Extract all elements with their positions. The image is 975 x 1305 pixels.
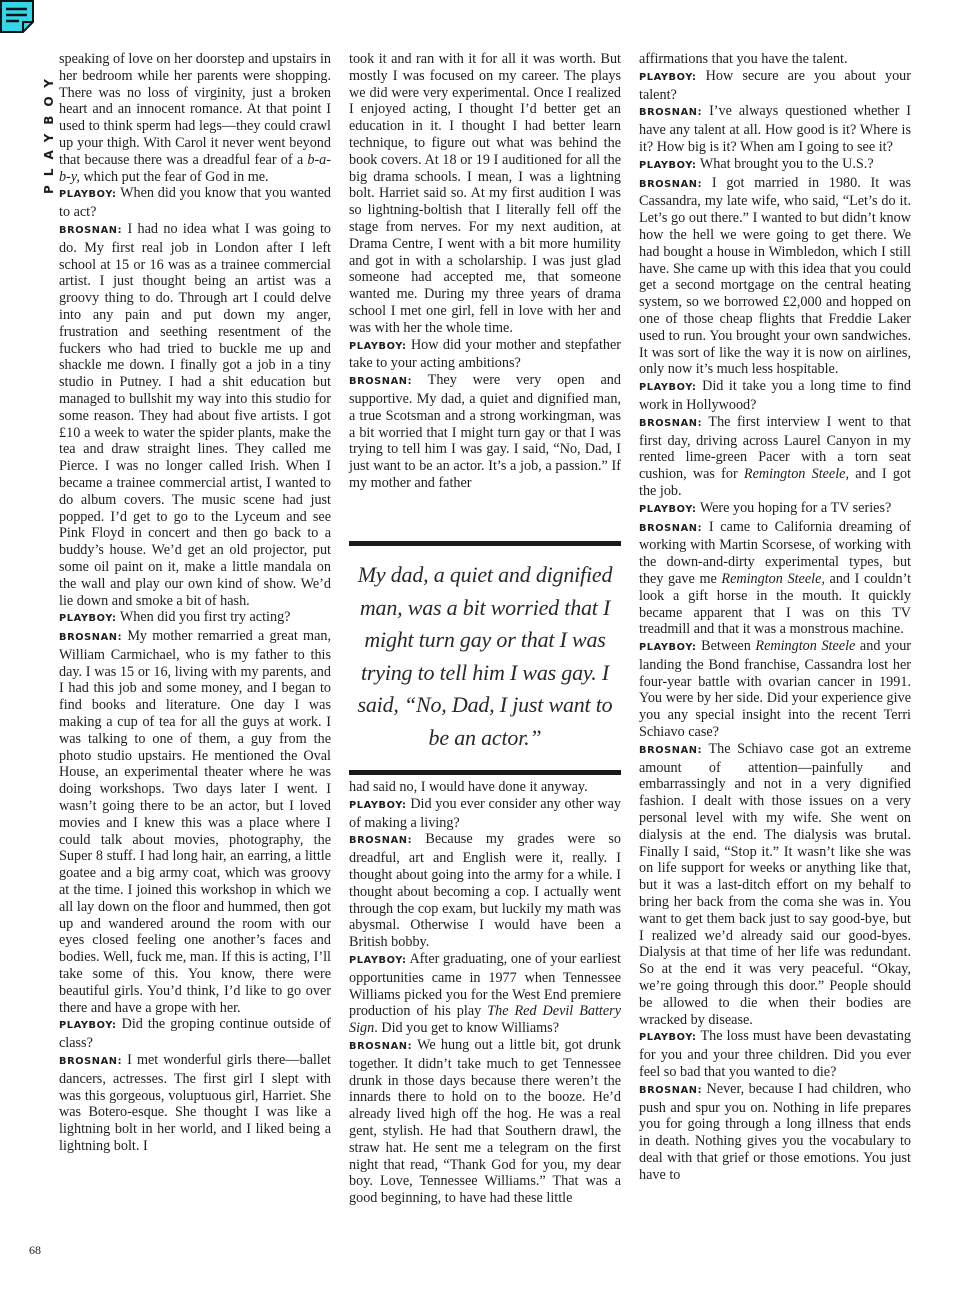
article-paragraph bbox=[349, 337, 621, 373]
speaker-label: BROSNAN: bbox=[349, 835, 413, 847]
article-paragraph bbox=[639, 1081, 911, 1184]
speaker-label: BROSNAN: bbox=[639, 178, 703, 190]
article-column-2-continued bbox=[349, 779, 621, 1207]
italic-title: Remington Steele bbox=[755, 638, 856, 655]
paragraph-text: After graduating, one of your earliest opportunities came in 1977 when Tennessee Williams picked you for the West End premiere production of his play bbox=[349, 950, 621, 1020]
paragraph-text: My mother remarried a great man, William Carmichael, who is my father to this day. I was 15 or 16, living with my parents, and I had this job and some money, and I began to find books and literature. One day I was making a cup of tea for all the guys at work. I was talking to one of them, a guy from the photo studio upstairs. He mentioned the Oval House, an experimental theater where he was doing workshops. Two days later I went. I wasn’t going there to be an actor, but I loved movies and I knew this was a place where I could talk about movies, photography, the Super 8 stuff. I had long hair, an earring, a little goatee and a big army coat, which was groovy at the time. I joined this workshop in which we all lay down on the floor and hummed, then got up and wandered around the room with our eyes closed feeling one another’s faces and bodies. Well, fuck me, man. If this is acting, I’ll take some of this. You know, there were beautiful girls. You’d think, I’d like to go over there and have a grope with her. bbox=[59, 628, 332, 1016]
speaker-label: BROSNAN: bbox=[639, 417, 703, 429]
paragraph-text: I got married in 1980. It was Cassandra, my late wife, who said, “Let’s do it. Let’s go out there.” I wanted to but didn’t know how the hell we were going to get there. We had bought a house in Wimbledon, which I still have. She came up with this idea that you could get a second mortgage on the central heating system, so we borrowed £2,000 and hopped on one of those cheap flights that Freddie Laker used to run. You brought your own sandwiches. It was sort of like the way it is now on airlines, only now it’s much less hospitable. bbox=[639, 174, 911, 378]
speaker-label: BROSNAN: bbox=[639, 522, 703, 534]
pull-quote-text: My dad, a quiet and dignified man, was a bit worried that I might turn gay or that I was trying to tell him I was gay. I said, “No, Dad, I just want to be an actor.” bbox=[357, 562, 613, 750]
speaker-label: PLAYBOY: bbox=[59, 1020, 117, 1032]
italic-title: The Red Devil Battery Sign bbox=[349, 1003, 621, 1037]
paragraph-text: The Schiavo case got an extreme amount of attention—painfully and embarrassingly and not in a very dignified fashion. I dealt with those issues on a very personal level with my wife. She went on dialysis at the end. The dialysis was brutal. Finally I said, “Stop it.” It wasn’t like she was on life support for weeks or anything like that, but it was a last-ditch effort on my behalf to bring her back from the coma she was in. You want to get them back just to say good-bye, but I realized we’d already said our good-byes. Dialysis at that time of her life was redundant. So at the end it was very peaceful. “Okay, we’re going through this door.” People should be allowed to die when their bodies are wracked by disease. bbox=[639, 740, 911, 1028]
article-paragraph bbox=[59, 609, 331, 628]
paragraph-text: Were you hoping for a TV series? bbox=[699, 499, 892, 516]
paragraph-text: speaking of love on her doorstep and upstairs in her bedroom while her parents were shopping. There was no loss of virginity, just a broken heart and an innocent romance. At that point I used to think sperm had legs—they could crawl up your thigh. With Carol it never went beyond that because there was a dreadful fear of a bbox=[59, 51, 331, 168]
speaker-label: BROSNAN: bbox=[639, 1084, 703, 1096]
paragraph-text: What brought you to the U.S.? bbox=[699, 155, 874, 172]
paragraph-text: . Did you get to know Williams? bbox=[374, 1020, 560, 1037]
speaker-label: PLAYBOY: bbox=[639, 1032, 697, 1044]
speaker-label: BROSNAN: bbox=[639, 744, 703, 756]
page-number: 68 bbox=[29, 1243, 41, 1257]
article-paragraph bbox=[349, 372, 621, 492]
article-paragraph bbox=[639, 175, 911, 379]
speaker-label: BROSNAN: bbox=[59, 632, 123, 644]
paragraph-text: When did you know that you wanted to act? bbox=[59, 185, 331, 221]
paragraph-text: The first interview I went to that first day, driving across Laurel Canyon in my rented lime-green Pacer with a torn seat cushion, was for bbox=[639, 413, 911, 483]
paragraph-text: and your landing the Bond franchise, Cassandra lost her four-year battle with ovarian cancer in 1991. You were by her side. Did your experience give you any special insight into the recent Terri Schiavo case? bbox=[639, 638, 912, 741]
paragraph-text: How secure are you about your talent? bbox=[639, 67, 911, 103]
speaker-label: BROSNAN: bbox=[639, 107, 703, 119]
italic-title: Remington Steele, bbox=[743, 466, 850, 483]
paragraph-text: When did you first try acting? bbox=[119, 609, 291, 626]
speaker-label: PLAYBOY: bbox=[349, 954, 407, 966]
paragraph-text: took it and ran with it for all it was worth. But mostly I was focused on my career. The plays we did were very experimental. Once I realized I enjoyed acting, I thought I’d better get an education in it. I thought I had better learn technique, to figure out what was behind the book covers. At 18 or 19 I auditioned for all the big drama schools. I mean, I was a lightning bolt. Harriet said so. At my first audition I was so lightning-boltish that I literally fell off the stage from nerves. For my next audition, at Drama Centre, I went with a bit more humility and got in with a scholarship. I was just glad someone had accepted me, that someone wanted me. During my three years of drama school I met one girl, fell in love with her and was with her the whole time. bbox=[349, 51, 621, 336]
paragraph-text: Did you ever consider any other way of making a living? bbox=[349, 795, 622, 831]
speaker-label: BROSNAN: bbox=[59, 224, 123, 236]
pull-quote bbox=[349, 541, 621, 775]
paragraph-text: I came to California dreaming of working with Martin Scorsese, of working with the down-and-dirty experimental types, but they gave me bbox=[639, 518, 911, 587]
article-paragraph bbox=[59, 221, 331, 609]
paragraph-text: Did the groping continue outside of class? bbox=[59, 1016, 332, 1052]
speaker-label: PLAYBOY: bbox=[349, 340, 407, 352]
paragraph-text: How did your mother and stepfather take to your acting ambitions? bbox=[349, 336, 622, 372]
paragraph-text: I’ve always questioned whether I have any talent at all. How good is it? Where is it? How big is it? When am I going to see it? bbox=[639, 103, 912, 155]
paragraph-text: and I got the job. bbox=[639, 466, 911, 499]
article-paragraph bbox=[59, 628, 331, 1016]
article-paragraph bbox=[639, 519, 911, 639]
speaker-label: PLAYBOY: bbox=[59, 613, 117, 625]
speaker-label: PLAYBOY: bbox=[639, 71, 697, 83]
menu-icon[interactable] bbox=[0, 0, 36, 34]
article-paragraph bbox=[639, 638, 911, 741]
article-paragraph bbox=[639, 414, 911, 500]
speaker-label: PLAYBOY: bbox=[59, 189, 117, 201]
article-paragraph bbox=[639, 741, 911, 1029]
magazine-logo-text: PLAYBOY bbox=[42, 70, 56, 194]
speaker-label: PLAYBOY: bbox=[349, 799, 407, 811]
speaker-label: PLAYBOY: bbox=[639, 382, 697, 394]
paragraph-text: and I couldn’t look a gift horse in the mouth. It quickly became apparent that I was on this TV treadmill and that it was a monstrous machine. bbox=[639, 570, 912, 638]
article-paragraph bbox=[639, 156, 911, 175]
article-paragraph bbox=[349, 51, 621, 337]
article-paragraph bbox=[349, 831, 621, 951]
paragraph-text: I had no idea what I was going to do. My first real job in London after I left school at 15 or 16 was as a trainee commercial artist. I just thought being an artist was a groovy thing to do. Through art I could delve into any pain and put down my anger, frustration and seething resentment of the fuckers who had tried to buckle me up and shackle me down. I finally got a job in a tiny studio in Putney. I had a shit education but managed to bullshit my way into this studio for some reason. They had about five artists. I got £10 a week to water the spider plants, make the tea and draw straight lines. They called me Pierce. I was no longer called Irish. When I became a trainee commercial artist, I wanted to do album covers. The music scene had just popped. I’d get to go to the Lyceum and see Pink Floyd in concert and then go back to a buddy’s house. We’d get an old projector, put some oil paint on it, make a little mandala on the wall and play our own kind of show. We’d lie down and smoke a bit of hash. bbox=[59, 220, 332, 609]
article-column-2 bbox=[349, 51, 621, 492]
article-column-3 bbox=[639, 51, 911, 1184]
speaker-label: BROSNAN: bbox=[349, 376, 413, 388]
article-column-1 bbox=[59, 51, 331, 1155]
paragraph-text: affirmations that you have the talent. bbox=[639, 51, 848, 67]
article-paragraph bbox=[349, 1037, 621, 1207]
paragraph-text: Did it take you a long time to find work in Hollywood? bbox=[639, 378, 912, 413]
speaker-label: BROSNAN: bbox=[59, 1056, 123, 1068]
speaker-label: PLAYBOY: bbox=[639, 503, 697, 515]
article-paragraph bbox=[639, 103, 911, 155]
paragraph-text: The loss must have been devastating for you and your three children. Did you ever feel so bad that you wanted to die? bbox=[639, 1028, 911, 1081]
paragraph-text: They were very open and supportive. My dad, a quiet and dignified man, a true Scotsman and a strong workingman, was a bit worried that I might turn gay or that I was trying to tell him I was gay. I said, “No, Dad, I just want to be an actor. It’s a job, a passion.” If my mother and father bbox=[349, 372, 621, 491]
paragraph-text: I met wonderful girls there—ballet dancers, actresses. The first girl I slept with was this gorgeous, voluptuous girl, Harriet. She was Botero-esque. She thought I was like a lightning bolt in her world, and I liked being a lightning bolt. I bbox=[59, 1052, 331, 1154]
article-paragraph bbox=[639, 378, 911, 414]
magazine-logo bbox=[22, 48, 56, 208]
italic-title: Remington Steele, bbox=[721, 570, 825, 587]
article-paragraph bbox=[59, 1052, 331, 1155]
article-paragraph bbox=[349, 796, 621, 832]
paragraph-text: which put the fear of God in me. bbox=[79, 168, 269, 185]
article-paragraph bbox=[59, 185, 331, 221]
article-paragraph bbox=[59, 1016, 331, 1052]
italic-title: b-a-b-y, bbox=[59, 151, 331, 185]
paragraph-text: Because my grades were so dreadful, art and English were it, really. I thought about going into the army for a while. I thought about becoming a cop. I actually went through the cop exam, but luckily my math was abysmal. Otherwise I would have been a British bobby. bbox=[349, 831, 621, 951]
speaker-label: PLAYBOY: bbox=[639, 159, 697, 171]
paragraph-text: Never, because I had children, who push and spur you on. Nothing in life prepares you for going through a long illness that ends in death. Nothing gives you the vocabulary to deal with that grief or those emotions. You just have to bbox=[639, 1080, 911, 1183]
speaker-label: BROSNAN: bbox=[349, 1040, 413, 1052]
speaker-label: PLAYBOY: bbox=[639, 642, 697, 654]
paragraph-text: had said no, I would have done it anyway. bbox=[349, 779, 588, 795]
article-paragraph bbox=[349, 779, 621, 796]
paragraph-text: We hung out a little bit, got drunk together. It didn’t take much to get Tennessee drunk in those days because there weren’t the innards there to hold on to the booze. He’d already lived high off the hog. He was a real gent, stylish. He had that Southern drawl, the straw hat. He sent me a telegram on the first night that read, “Thank God for you, my dear boy. Love, Tennessee Williams.” That was a good beginning, to have had these little bbox=[349, 1036, 621, 1207]
article-paragraph bbox=[639, 51, 911, 68]
paragraph-text: Between bbox=[701, 638, 756, 655]
article-paragraph bbox=[639, 68, 911, 104]
article-paragraph bbox=[59, 51, 331, 185]
article-paragraph bbox=[639, 500, 911, 519]
article-paragraph bbox=[349, 951, 621, 1037]
article-paragraph bbox=[639, 1028, 911, 1080]
